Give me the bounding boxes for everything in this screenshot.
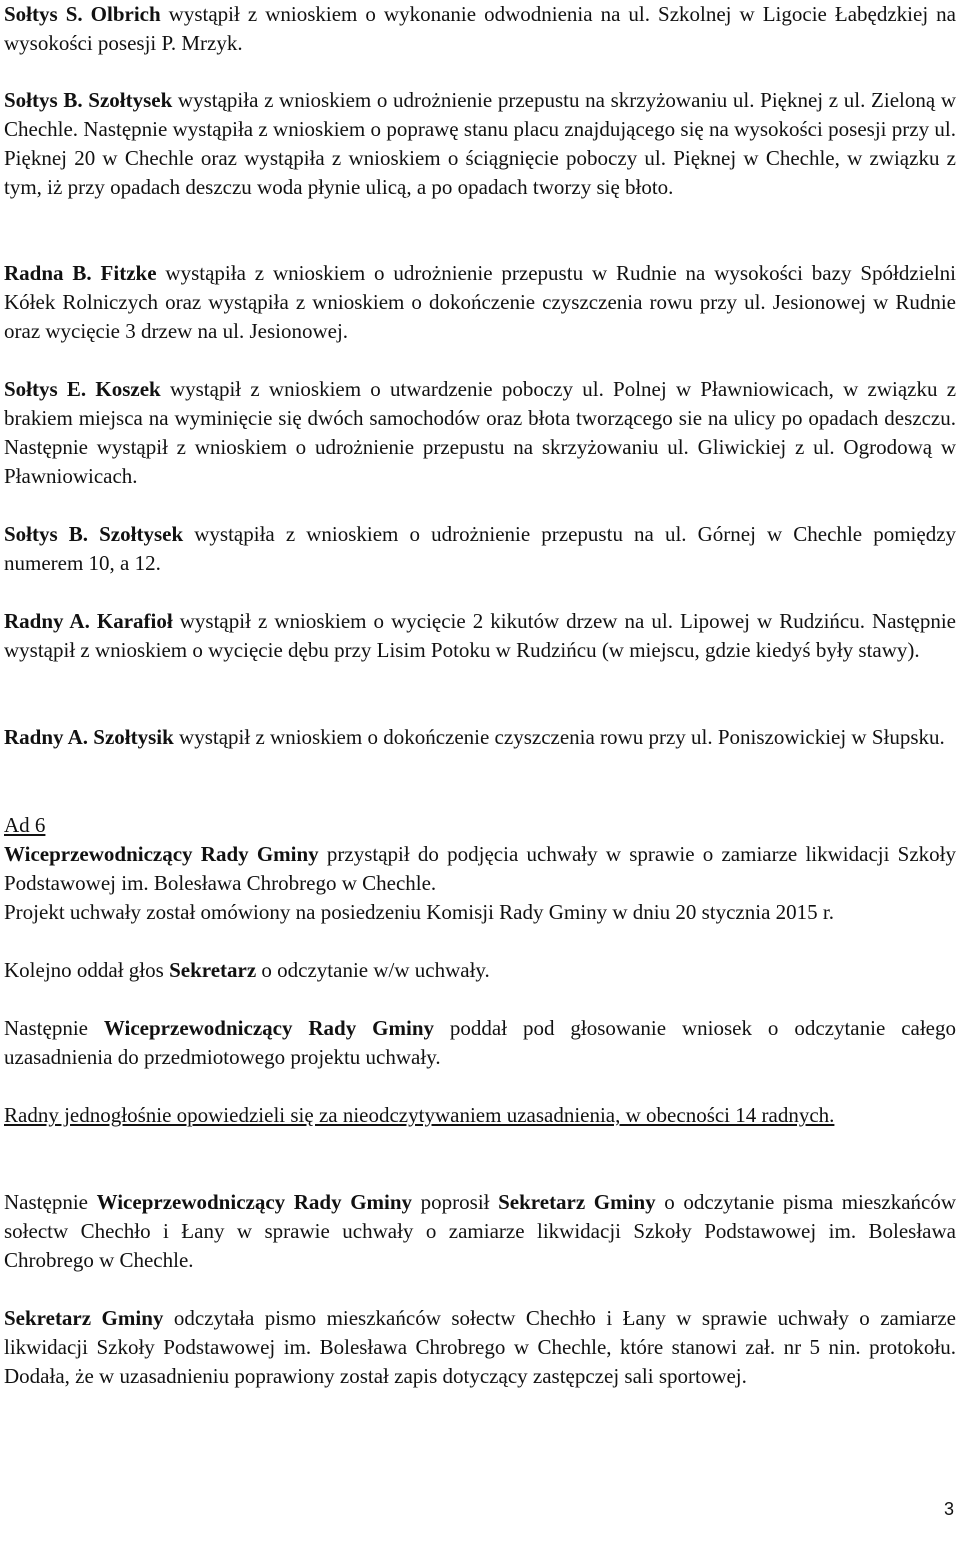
bold-name-text: Radny A. Szołtysik xyxy=(4,725,174,749)
paragraph-text: Ad 6 xyxy=(4,813,46,837)
paragraph-text: wystąpił z wnioskiem o dokończenie czyszczenia rowu przy ul. Poniszowickiej w Słupsku. xyxy=(173,725,945,749)
paragraph-glosowanie-wynik xyxy=(4,1101,956,1130)
paragraph-text: o odczytanie pisma mieszkańców sołectw Chechło i Łany w sprawie uchwały o zamiarze likwidacji Szkoły Podstawowej im. Bolesława Chrobrego w Chechle. xyxy=(4,1190,956,1272)
bold-name-text: Sekretarz Gminy xyxy=(498,1190,656,1214)
paragraph-text: poprosił xyxy=(412,1190,499,1214)
paragraph-projekt-uchwaly xyxy=(4,898,956,927)
bold-name-text: Radna B. Fitzke xyxy=(4,261,157,285)
bold-name-text: Sołtys B. Szołtysek xyxy=(4,522,184,546)
bold-name-text: Wiceprzewodniczący Rady Gminy xyxy=(4,842,319,866)
paragraph-text: wystąpił z wnioskiem o wykonanie odwodnienia na ul. Szkolnej w Ligocie Łabędzkiej na wysokości posesji P. Mrzyk. xyxy=(4,2,956,55)
paragraph-text: o odczytanie w/w uchwały. xyxy=(256,958,490,982)
section-heading-ad-6 xyxy=(4,811,956,840)
paragraph-text: wystąpiła z wnioskiem o udrożnienie przepustu na ul. Górnej w Chechle pomiędzy numerem 10, a 12. xyxy=(4,522,957,575)
bold-name-text: Sekretarz xyxy=(169,958,257,982)
bold-name-text: Wiceprzewodniczący Rady Gminy xyxy=(96,1190,413,1214)
page-number: 3 xyxy=(943,1499,954,1519)
paragraph-text: poddał pod głosowanie wniosek o odczytanie całego uzasadnienia do przedmiotowego projektu uchwały. xyxy=(4,1016,956,1069)
paragraph-glosowanie-wniosek xyxy=(4,1014,956,1072)
paragraph-szoltysik xyxy=(4,723,956,752)
paragraph-szoltysek-1 xyxy=(4,86,956,202)
bold-name-text: Sekretarz Gminy xyxy=(4,1306,164,1330)
paragraph-wiceprzewodniczacy-1 xyxy=(4,840,956,898)
paragraph-text: wystąpił z wnioskiem o utwardzenie poboczy ul. Polnej w Pławniowicach, w związku z brakiem miejsca na wyminięcie się dwóch samochodów oraz błota tworzącego sie na ulicy po opadach deszczu. Następnie wystąpił z wnioskiem o udrożnienie przepustu na skrzyżowaniu ul. Gliwickiej z ul. Ogrodową w Pławniowicach. xyxy=(4,377,957,488)
paragraph-kolejno xyxy=(4,956,956,985)
bold-name-text: Sołtys S. Olbrich xyxy=(4,2,161,26)
bold-name-text: Sołtys B. Szołtysek xyxy=(4,88,173,112)
paragraph-karafiol xyxy=(4,607,956,665)
paragraph-text: wystąpił z wnioskiem o wycięcie 2 kikutów drzew na ul. Lipowej w Rudzińcu. Następnie wystąpił z wnioskiem o wycięcie dębu przy Lisim Potoku w Rudzińcu (w miejscu, gdzie kiedyś były stawy). xyxy=(4,609,956,662)
paragraph-text: przystąpił do podjęcia uchwały w sprawie o zamiarze likwidacji Szkoły Podstawowej im. Bolesława Chrobrego w Chechle. xyxy=(4,842,956,895)
paragraph-fitzke xyxy=(4,259,956,346)
paragraph-text: Radny jednogłośnie opowiedzieli się za nieodczytywaniem uzasadnienia, w obecności 14 radnych. xyxy=(4,1103,835,1127)
paragraph-text: Kolejno oddał głos xyxy=(4,958,170,982)
paragraph-text: wystąpiła z wnioskiem o udrożnienie przepustu w Rudnie na wysokości bazy Spółdzielni Kółek Rolniczych oraz wystąpiła z wnioskiem o dokończenie czyszczenia rowu przy ul. Jesionowej w Rudnie oraz wycięcie 3 drzew na ul. Jesionowej. xyxy=(4,261,956,343)
bold-name-text: Radny A. Karafioł xyxy=(4,609,173,633)
paragraph-text: Projekt uchwały został omówiony na posiedzeniu Komisji Rady Gminy w dniu 20 stycznia 2015 r. xyxy=(4,900,834,924)
paragraph-sekretarz-gminy xyxy=(4,1304,956,1391)
paragraph-szoltysek-2 xyxy=(4,520,956,578)
paragraph-prosba-sekretarz xyxy=(4,1188,956,1275)
paragraph-text: wystąpiła z wnioskiem o udrożnienie przepustu na skrzyżowaniu ul. Pięknej z ul. Zieloną w Chechle. Następnie wystąpiła z wnioskiem o poprawę stanu placu znajdującego się na wysokości posesji przy ul. Pięknej 20 w Chechle oraz wystąpiła z wnioskiem o ściągnięcie poboczy ul. Pięknej w Chechle, w związku z tym, iż przy opadach deszczu woda płynie ulicą, a po opadach tworzy się błoto. xyxy=(4,88,956,199)
bold-name-text: Wiceprzewodniczący Rady Gminy xyxy=(103,1016,434,1040)
paragraph-text: Następnie xyxy=(4,1016,104,1040)
paragraph-olbrich xyxy=(4,0,956,58)
bold-name-text: Sołtys E. Koszek xyxy=(4,377,161,401)
paragraph-koszek xyxy=(4,375,956,491)
paragraph-text: Następnie xyxy=(4,1190,97,1214)
paragraph-text: odczytała pismo mieszkańców sołectw Chechło i Łany w sprawie uchwały o zamiarze likwidacji Szkoły Podstawowej im. Bolesława Chrobrego w Chechle, które stanowi zał. nr 5 nin. protokołu. Dodała, że w uzasadnieniu poprawiony został zapis dotyczący zastępczej sali sportowej. xyxy=(4,1306,957,1388)
